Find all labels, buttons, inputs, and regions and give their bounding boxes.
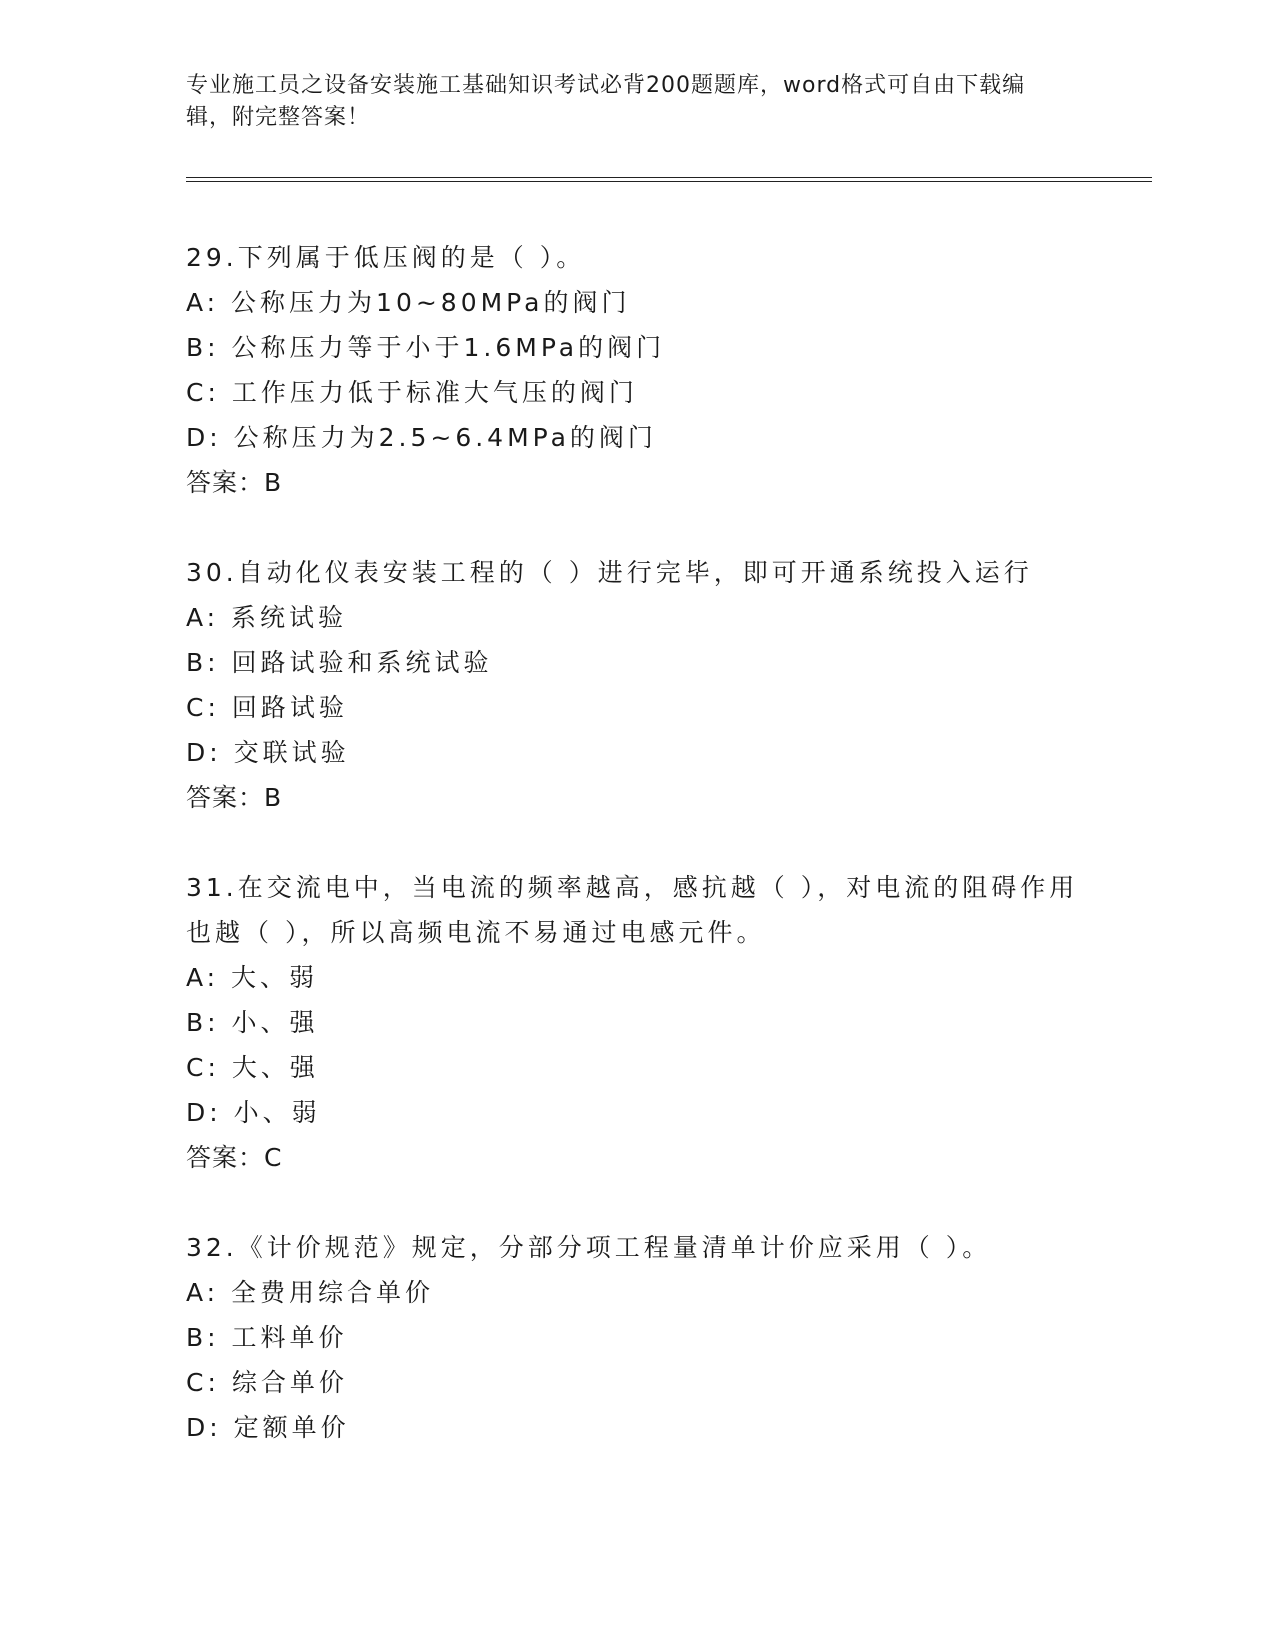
option-c: C: 回路试验 — [186, 693, 348, 722]
option-d: D: 交联试验 — [186, 738, 350, 767]
question-32 — [186, 1225, 1086, 1450]
option-c: C: 大、强 — [186, 1053, 319, 1082]
question-30 — [186, 550, 1086, 820]
option-a: A: 系统试验 — [186, 603, 348, 632]
question-text: 30.自动化仪表安装工程的（ ）进行完毕，即可开通系统投入运行 — [186, 558, 1033, 587]
answer: 答案：B — [186, 468, 283, 497]
option-b: B: 公称压力等于小于1.6MPa的阀门 — [186, 333, 666, 362]
option-a: A: 大、弱 — [186, 963, 319, 992]
document-header: 专业施工员之设备安装施工基础知识考试必背200题题库，word格式可自由下载编辑，附完整答案！ — [186, 73, 1026, 130]
answer: 答案：B — [186, 783, 283, 812]
option-d: D: 小、弱 — [186, 1098, 321, 1127]
question-text: 31.在交流电中，当电流的频率越高，感抗越（ ），对电流的阻碍作用也越（ ），所以高频电流不易通过电感元件。 — [186, 873, 1079, 947]
option-b: B: 回路试验和系统试验 — [186, 648, 493, 677]
option-c: C: 综合单价 — [186, 1368, 348, 1397]
option-c: C: 工作压力低于标准大气压的阀门 — [186, 378, 638, 407]
option-d: D: 公称压力为2.5~6.4MPa的阀门 — [186, 423, 657, 452]
option-b: B: 小、强 — [186, 1008, 319, 1037]
question-list — [186, 235, 1086, 1495]
option-b: B: 工料单价 — [186, 1323, 348, 1352]
option-a: A: 全费用综合单价 — [186, 1278, 435, 1307]
option-d: D: 定额单价 — [186, 1413, 350, 1442]
header-divider — [186, 177, 1152, 182]
answer: 答案：C — [186, 1143, 283, 1172]
question-29 — [186, 235, 1086, 505]
option-a: A: 公称压力为10~80MPa的阀门 — [186, 288, 631, 317]
question-text: 29.下列属于低压阀的是（ ）。 — [186, 243, 586, 272]
question-31 — [186, 865, 1086, 1180]
question-text: 32.《计价规范》规定，分部分项工程量清单计价应采用（ ）。 — [186, 1233, 992, 1262]
